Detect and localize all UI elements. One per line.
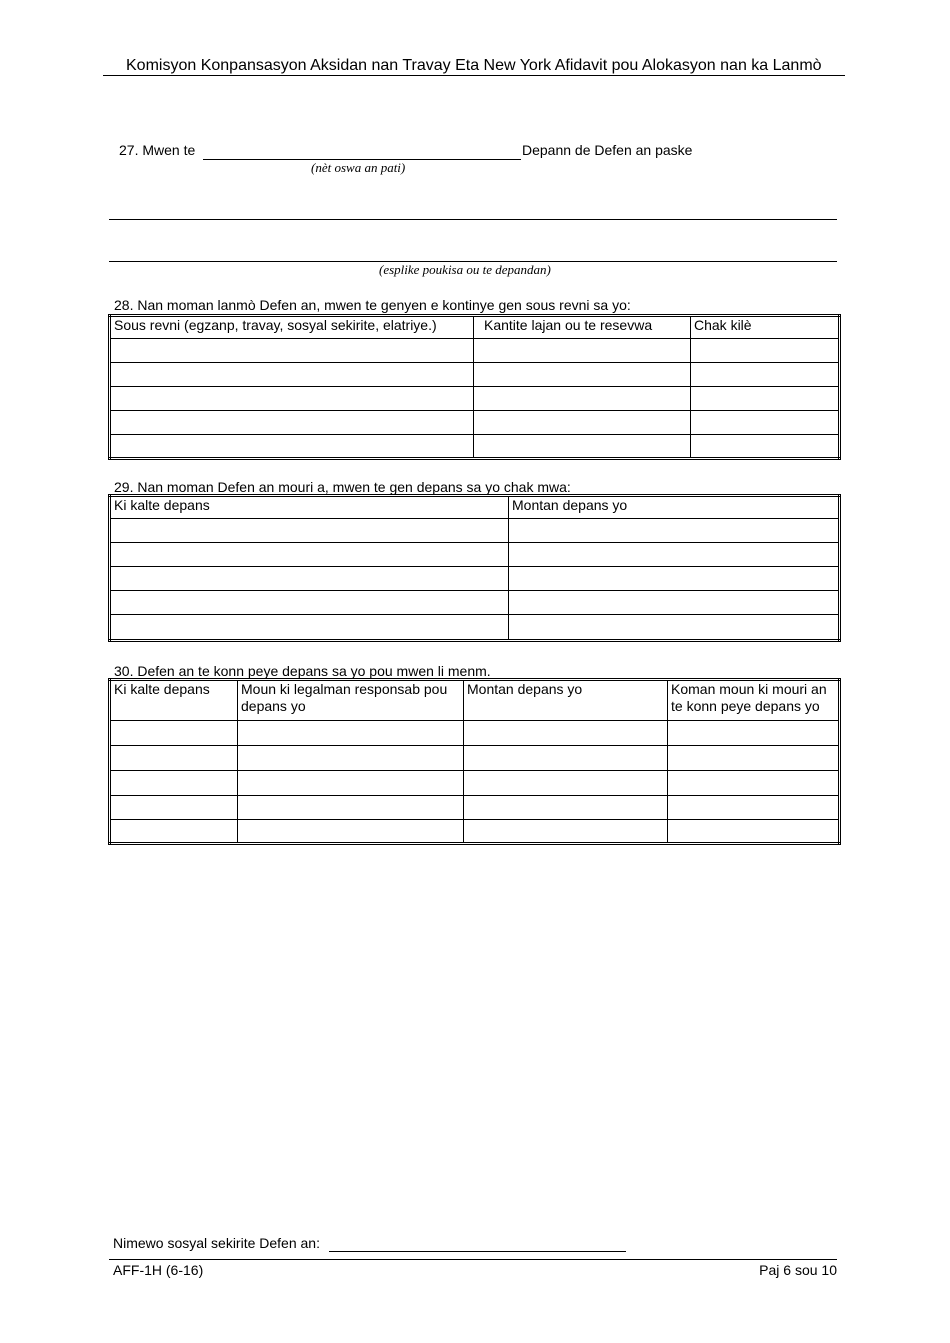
table-row — [110, 519, 840, 543]
cell[interactable] — [110, 591, 509, 615]
cell[interactable] — [474, 435, 691, 459]
cell[interactable] — [110, 387, 474, 411]
cell[interactable] — [110, 519, 509, 543]
table-row — [110, 771, 840, 796]
q28-income-table — [108, 314, 841, 460]
cell[interactable] — [691, 363, 840, 387]
q29-label: 29. Nan moman Defen an mouri a, mwen te gen depans sa yo chak mwa: — [114, 479, 571, 495]
cell[interactable] — [474, 387, 691, 411]
form-id: AFF-1H (6-16) — [113, 1262, 204, 1278]
page-number: Paj 6 sou 10 — [759, 1262, 837, 1278]
table-row — [110, 387, 840, 411]
cell[interactable] — [110, 435, 474, 459]
cell[interactable] — [691, 411, 840, 435]
table-row — [110, 746, 840, 771]
header-rule — [103, 75, 845, 76]
q28-header-source: Sous revni (egzanp, travay, sosyal sekirite, elatriye.) — [110, 316, 474, 339]
q30-header-amount: Montan depans yo — [464, 680, 668, 721]
cell[interactable] — [464, 796, 668, 820]
cell[interactable] — [110, 339, 474, 363]
table-row — [110, 615, 840, 641]
q30-paid-expenses-table — [108, 678, 841, 845]
cell[interactable] — [509, 519, 840, 543]
q28-label: 28. Nan moman lanmò Defen an, mwen te genyen e kontinye gen sous revni sa yo: — [114, 297, 631, 313]
cell[interactable] — [668, 820, 840, 844]
q29-header-type: Ki kalte depans — [110, 496, 509, 519]
cell[interactable] — [110, 411, 474, 435]
q30-header-how-paid: Koman moun ki mouri an te konn peye depans yo — [668, 680, 840, 721]
cell[interactable] — [110, 796, 238, 820]
q27-hint: (nèt oswa an pati) — [311, 160, 406, 175]
cell[interactable] — [110, 543, 509, 567]
table-row — [110, 796, 840, 820]
q28-header-amount: Kantite lajan ou te resevwa — [474, 316, 691, 339]
cell[interactable] — [238, 771, 464, 796]
cell[interactable] — [464, 746, 668, 771]
ssn-label: Nimewo sosyal sekirite Defen an: — [113, 1235, 320, 1251]
cell[interactable] — [474, 363, 691, 387]
cell[interactable] — [110, 820, 238, 844]
cell[interactable] — [474, 339, 691, 363]
q30-header-responsible: Moun ki legalman responsab pou depans yo — [238, 680, 464, 721]
cell[interactable] — [668, 746, 840, 771]
q29-header-amount: Montan depans yo — [509, 496, 840, 519]
table-row — [110, 721, 840, 746]
footer-rule — [109, 1259, 837, 1260]
table-row — [110, 435, 840, 459]
cell[interactable] — [110, 567, 509, 591]
cell[interactable] — [238, 746, 464, 771]
q27-prefix: 27. Mwen te — [119, 142, 196, 158]
cell[interactable] — [110, 363, 474, 387]
ssn-field[interactable] — [329, 1251, 626, 1252]
cell[interactable] — [509, 591, 840, 615]
cell[interactable] — [474, 411, 691, 435]
cell[interactable] — [691, 387, 840, 411]
cell[interactable] — [668, 721, 840, 746]
cell[interactable] — [238, 721, 464, 746]
q29-expenses-table — [108, 494, 841, 642]
cell[interactable] — [509, 615, 840, 641]
cell[interactable] — [110, 746, 238, 771]
cell[interactable] — [509, 543, 840, 567]
cell[interactable] — [238, 820, 464, 844]
q30-label: 30. Defen an te konn peye depans sa yo pou mwen li menm. — [114, 663, 491, 679]
cell[interactable] — [464, 820, 668, 844]
cell[interactable] — [464, 771, 668, 796]
cell[interactable] — [509, 567, 840, 591]
table-row — [110, 363, 840, 387]
table-row — [110, 820, 840, 844]
q27-explain-hint: (esplike poukisa ou te depandan) — [379, 262, 551, 277]
table-row — [110, 339, 840, 363]
cell[interactable] — [668, 771, 840, 796]
cell[interactable] — [110, 721, 238, 746]
table-row — [110, 543, 840, 567]
cell[interactable] — [691, 435, 840, 459]
cell[interactable] — [464, 721, 668, 746]
q30-header-type: Ki kalte depans — [110, 680, 238, 721]
table-row — [110, 591, 840, 615]
cell[interactable] — [691, 339, 840, 363]
cell[interactable] — [668, 796, 840, 820]
cell[interactable] — [110, 615, 509, 641]
header-title: Komisyon Konpansasyon Aksidan nan Travay Eta New York Afidavit pou Alokasyon nan ka Lanmò — [126, 57, 822, 74]
q27-suffix: Depann de Defen an paske — [522, 142, 693, 158]
cell[interactable] — [238, 796, 464, 820]
q28-header-frequency: Chak kilè — [691, 316, 840, 339]
cell[interactable] — [110, 771, 238, 796]
q27-explain-line-1[interactable] — [109, 219, 837, 220]
table-row — [110, 411, 840, 435]
table-row — [110, 567, 840, 591]
